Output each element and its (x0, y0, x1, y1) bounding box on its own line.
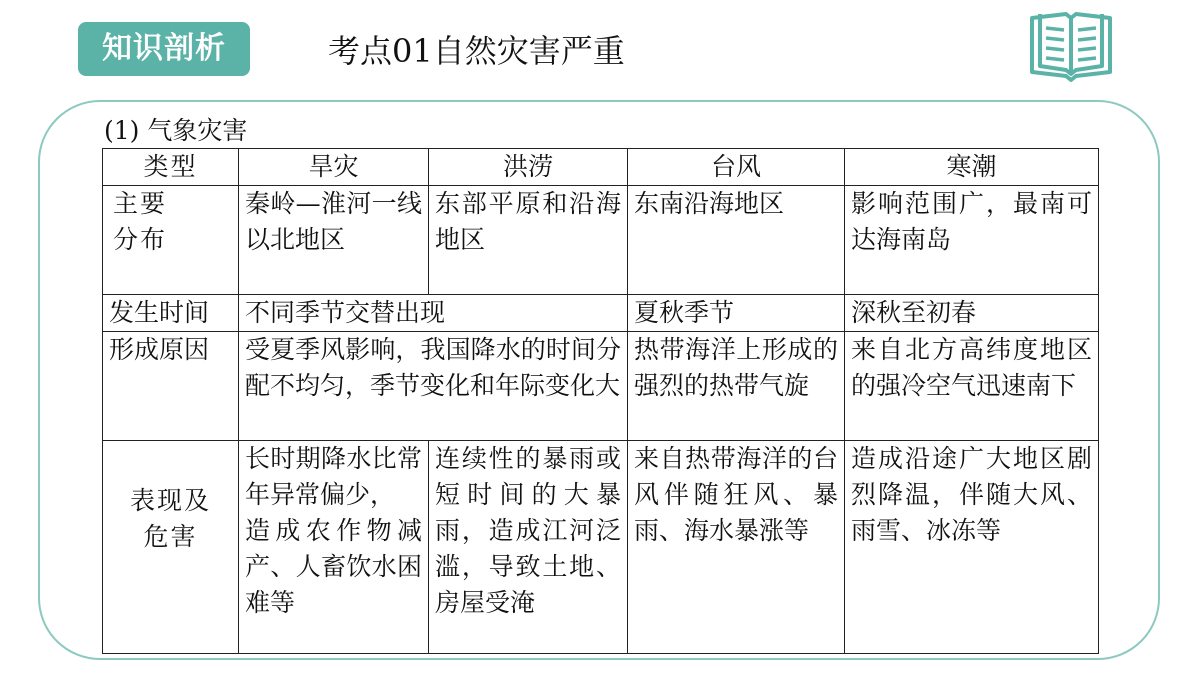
column-header-cold-wave: 寒潮 (845, 149, 1099, 186)
column-header-drought: 旱灾 (239, 149, 429, 186)
row-label-cause: 形成原因 (103, 332, 239, 441)
table-cell: 来自热带海洋的台风伴随狂风、暴雨、海水暴涨等 (628, 441, 845, 654)
table-cell: 东南沿海地区 (628, 186, 845, 295)
column-header-flood: 洪涝 (429, 149, 628, 186)
table-cell: 秦岭—淮河一线以北地区 (239, 186, 429, 295)
row-label-impact: 表现及 危害 (103, 441, 239, 654)
row-label-time: 发生时间 (103, 295, 239, 332)
table-cell: 深秋至初春 (845, 295, 1099, 332)
table-row (103, 332, 1099, 441)
table-cell: 造成沿途广大地区剧烈降温，伴随大风、雨雪、冰冻等 (845, 441, 1099, 654)
table-row (103, 441, 1099, 654)
table-cell: 来自北方高纬度地区的强冷空气迅速南下 (845, 332, 1099, 441)
table-row (103, 186, 1099, 295)
table-cell-merged: 不同季节交替出现 (239, 295, 628, 332)
table-cell: 连续性的暴雨或短时间的大暴雨，造成江河泛滥，导致土地、房屋受淹 (429, 441, 628, 654)
disaster-table (102, 148, 1099, 654)
table-cell: 长时期降水比常年异常偏少， 造成农作物减产、人畜饮水困难等 (239, 441, 429, 654)
table-cell: 热带海洋上形成的强烈的热带气旋 (628, 332, 845, 441)
row-label-distribution: 主要 分布 (103, 186, 239, 295)
table-cell: 东部平原和沿海地区 (429, 186, 628, 295)
table-cell-merged: 受夏季风影响，我国降水的时间分配不均匀，季节变化和年际变化大 (239, 332, 628, 441)
section-subtitle: (1) 气象灾害 (104, 116, 248, 145)
column-header-type: 类型 (103, 149, 239, 186)
column-header-typhoon: 台风 (628, 149, 845, 186)
page-title: 考点01自然灾害严重 (328, 32, 625, 70)
section-badge: 知识剖析 (78, 22, 250, 76)
table-header-row (103, 149, 1099, 186)
table-cell: 夏秋季节 (628, 295, 845, 332)
open-book-icon (1026, 10, 1116, 82)
table-row (103, 295, 1099, 332)
table-cell: 影响范围广，最南可达海南岛 (845, 186, 1099, 295)
